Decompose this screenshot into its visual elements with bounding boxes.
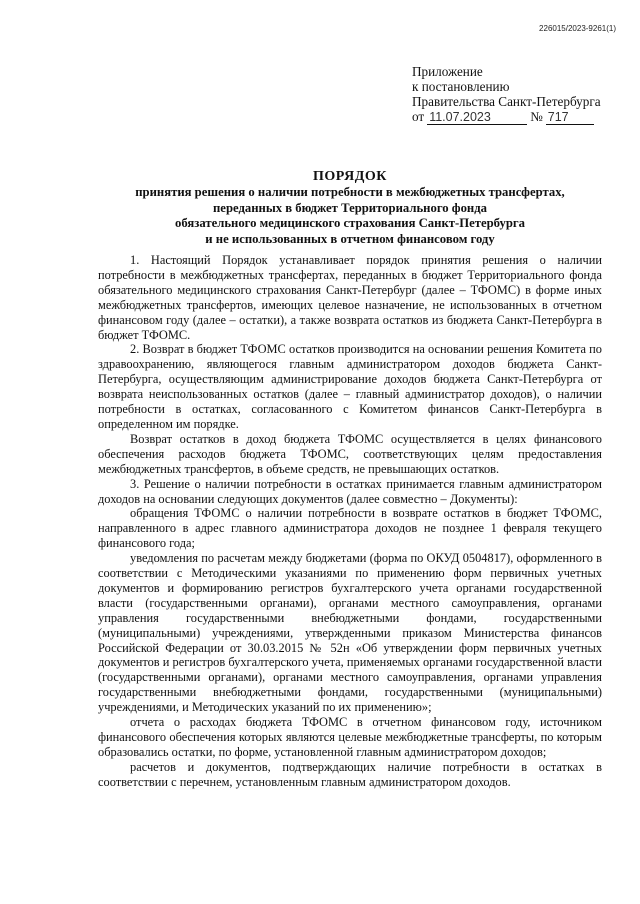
title-subtitle-line: принятия решения о наличии потребности в межбюджетных трансфертах, <box>135 185 565 199</box>
number-label: № <box>530 109 543 124</box>
appendix-block <box>412 64 612 125</box>
document-id: 226015/2023-9261(1) <box>539 24 616 33</box>
title-main: ПОРЯДОК <box>313 169 387 184</box>
title-subtitle-line: обязательного медицинского страхования Санкт-Петербурга <box>174 216 526 231</box>
document-body <box>98 253 602 790</box>
appendix-line-3: Правительства Санкт-Петербурга <box>412 94 601 109</box>
paragraph-1: 1. Настоящий Порядок устанавливает порядок принятия решения о наличии потребности в межбюджетных трансфертах, переданных в бюджет Территориального фонда обязательного медицинского страхования Санкт-Петербург (далее – ТФОМС) в форме иных межбюджетных трансфертов, имеющих целевое назначение, не использованных в отчетном финансовом году (далее – остатки), а также возврата остатков из бюджета Санкт-Петербурга в бюджет ТФОМС. <box>98 253 602 342</box>
resolution-number-field: 717 <box>546 111 594 125</box>
document-item-notice: уведомления по расчетам между бюджетами (форма по ОКУД 0504817), оформленного в соответствии с Методическими указаниями по применению форм первичных учетных документов и формированию регистров бухгалтерского учета органами государственной власти (государственными органами), органами местного самоуправления, органами управления государственными внебюджетными фондами, государственными (муниципальными) учреждениями, утвержденными приказом Министерства финансов Российской Федерации от 30.03.2015 № 52н «Об утверждении форм первичных учетных документов и регистров бухгалтерского учета, применяемых органами государственной власти (государственными органами), органами местного самоуправления, органами управления государственными внебюджетными фондами, государственными (муниципальными) учреждениями, и Методических указаний по их применению»; <box>98 551 602 715</box>
from-label: от <box>412 109 425 124</box>
title-subtitle-line: и не использованных в отчетном финансовом году <box>205 231 495 246</box>
paragraph-2-cont: Возврат остатков в доход бюджета ТФОМС осуществляется в целях финансового обеспечения расходов бюджета ТФОМС, соответствующих целям предоставления межбюджетных трансфертов, в объеме средств, не превышающих остатков. <box>98 431 602 476</box>
document-item-calculations: расчетов и документов, подтверждающих наличие потребности в остатках в соответствии с перечнем, установленным главным администратором доходов. <box>98 759 602 789</box>
paragraph-2: 2. Возврат в бюджет ТФОМС остатков производится на основании решения Комитета по здравоохранению, являющегося главным администратором доходов бюджета Санкт-Петербурга, осуществляющим администрирование доходов бюджета Санкт-Петербурга от возврата неиспользованных остатков (далее – главный администратор доходов), о наличии потребности в остатках, согласованного с Комитетом финансов Санкт-Петербурга в определенном им порядке. <box>98 342 602 431</box>
appendix-line-1: Приложение <box>412 64 483 79</box>
appendix-line-2: к постановлению <box>412 79 510 94</box>
document-title <box>90 168 610 247</box>
resolution-date-field: 11.07.2023 <box>427 111 527 125</box>
appendix-date-row <box>412 109 612 125</box>
title-subtitle-line: переданных в бюджет Территориального фонда <box>213 200 487 215</box>
paragraph-3: 3. Решение о наличии потребности в остатках принимается главным администратором доходов на основании следующих документов (далее совместно – Документы): <box>98 476 602 506</box>
document-item-report: отчета о расходах бюджета ТФОМС в отчетном финансовом году, источником финансового обеспечения которых являются целевые межбюджетные трансферты, по которым образовались остатки, по форме, установленной главным администратором доходов; <box>98 715 602 759</box>
document-item-request: обращения ТФОМС о наличии потребности в возврате остатков в бюджет ТФОМС, направленного в адрес главного администратора доходов не позднее 1 февраля текущего финансового года; <box>98 506 602 551</box>
